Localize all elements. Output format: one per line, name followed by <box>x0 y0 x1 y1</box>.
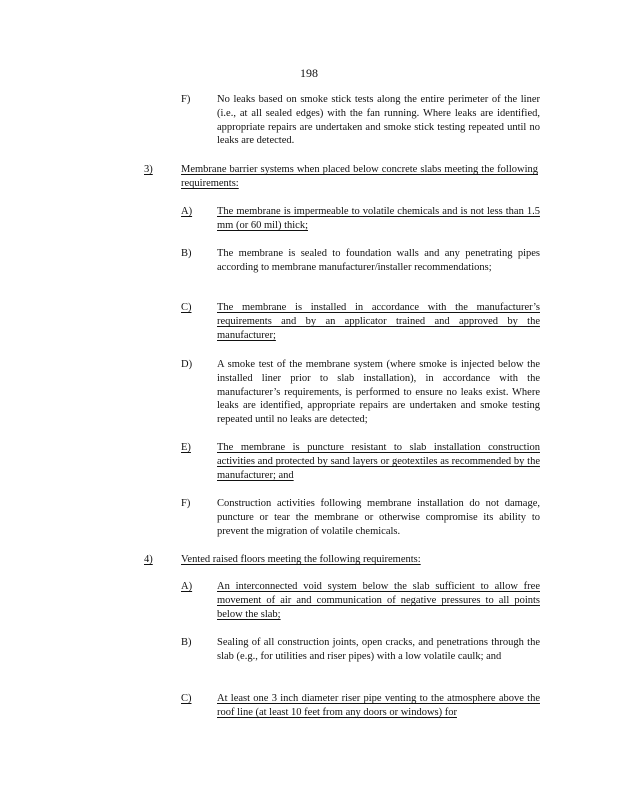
item-text: Construction activities following membrane installation do not damage, puncture or tear the membrane or otherwise compromise its ability to prevent the migration of volatile chemicals. <box>217 498 540 537</box>
item-text: A smoke test of the membrane system (where smoke is injected below the installed liner prior to slab installation), in accordance with the manufacturer’s requirements, is performed to ensure no leaks exist. Where leaks are identified, appropriate repairs are undertaken and smoke testing repeated until no leaks are detected; <box>217 359 540 426</box>
item-label: 4) <box>144 554 153 565</box>
item-label: D) <box>181 359 193 370</box>
item-label: F) <box>181 94 191 105</box>
item-label: 3) <box>144 164 153 175</box>
item-label: F) <box>181 498 191 509</box>
item-label: B) <box>181 248 192 259</box>
item-text: The membrane is puncture resistant to slab installation construction activities and protected by sand layers or geotextiles as recommended by the manufacturer; and <box>217 442 540 481</box>
item-label: B) <box>181 637 192 648</box>
page-number: 198 <box>300 66 318 80</box>
item-text: The membrane is installed in accordance with the manufacturer’s requirements and by an applicator trained and approved by the manufacturer; <box>217 302 540 341</box>
item-text: No leaks based on smoke stick tests along the entire perimeter of the liner (i.e., at all sealed edges) with the fan running. Where leaks are identified, appropriate repairs are undertaken and smoke stick testing repeated until no leaks are detected. <box>217 94 540 147</box>
item-label: C) <box>181 693 192 704</box>
item-text: An interconnected void system below the slab sufficient to allow free movement of air and communication of negative pressures to all points below the slab; <box>217 581 540 620</box>
item-label: A) <box>181 581 193 592</box>
item-text: Vented raised floors meeting the following requirements: <box>181 554 421 565</box>
item-text: The membrane is sealed to foundation walls and any penetrating pipes according to membrane manufacturer/installer recommendations; <box>217 248 540 273</box>
item-label: C) <box>181 302 192 313</box>
item-text: The membrane is impermeable to volatile chemicals and is not less than 1.5 mm (or 60 mil) thick; <box>217 206 540 231</box>
item-text: At least one 3 inch diameter riser pipe venting to the atmosphere above the roof line (at least 10 feet from any doors or windows) for <box>217 693 540 718</box>
item-text: Membrane barrier systems when placed below concrete slabs meeting the following requirements: <box>181 164 538 189</box>
item-label: E) <box>181 442 191 453</box>
item-label: A) <box>181 206 193 217</box>
item-text: Sealing of all construction joints, open cracks, and penetrations through the slab (e.g., for utilities and riser pipes) with a low volatile caulk; and <box>217 637 540 662</box>
